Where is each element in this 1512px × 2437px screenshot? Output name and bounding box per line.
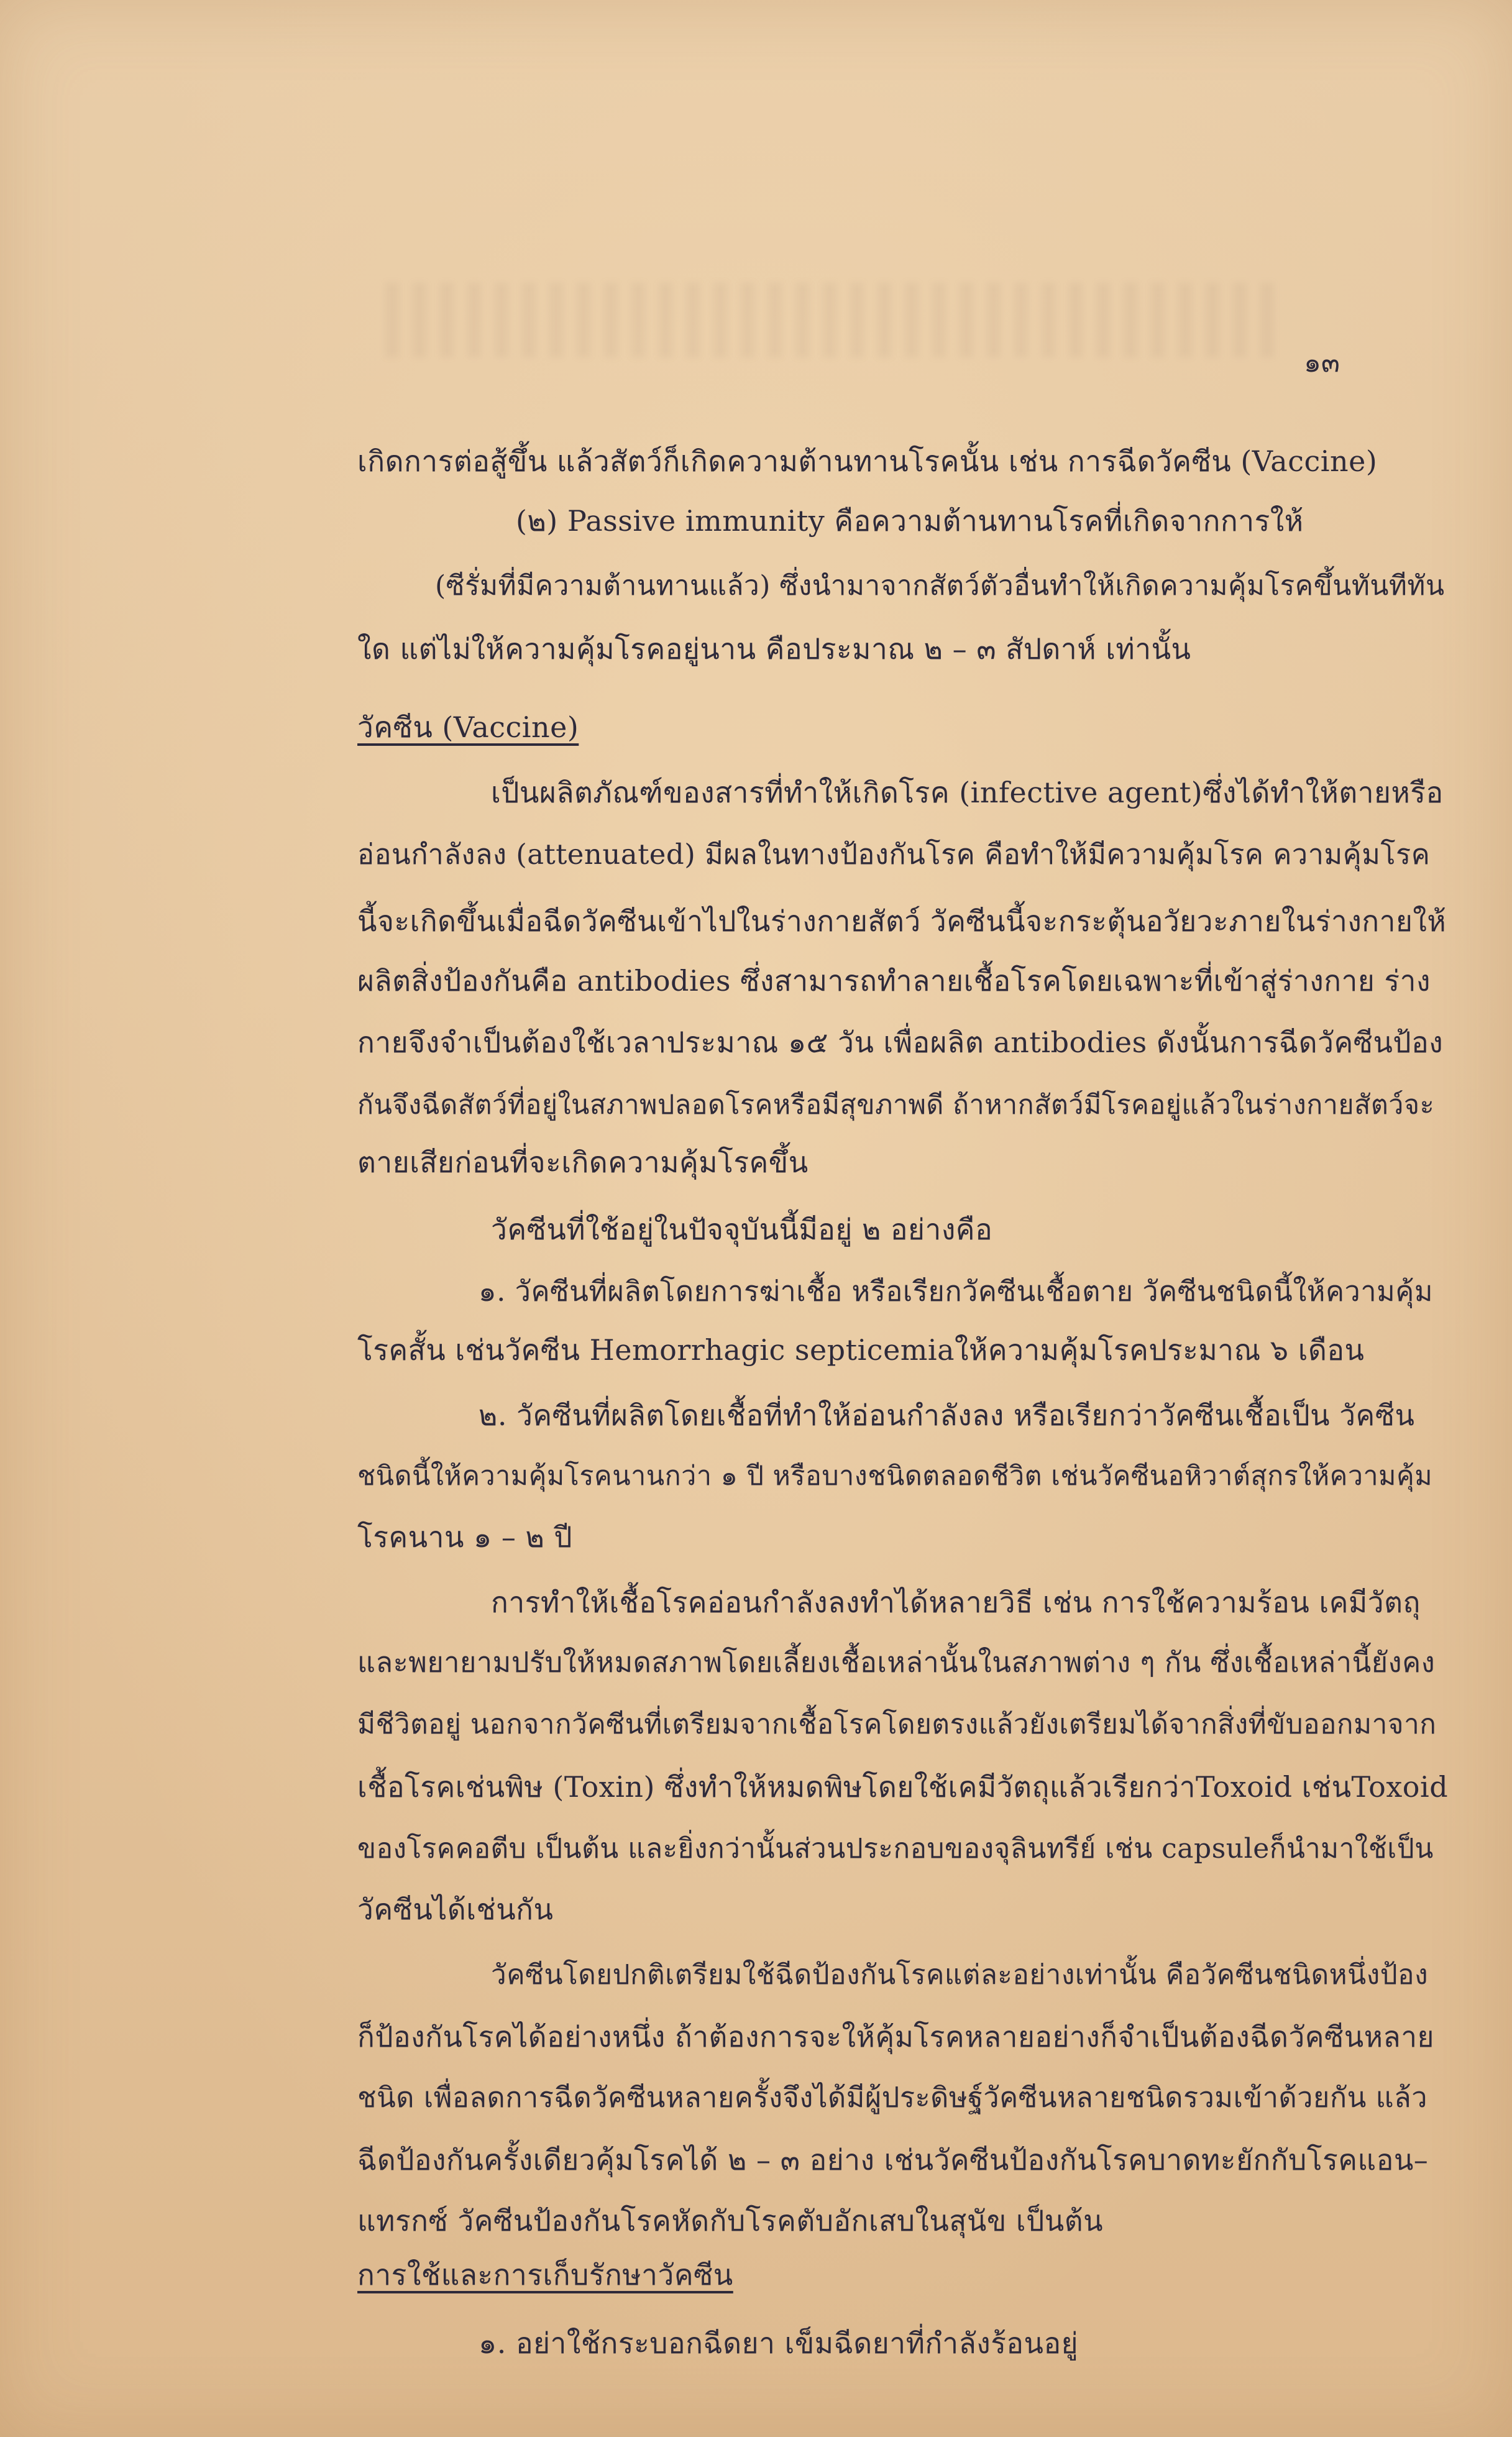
text-line: เชื้อโรคเช่นพิษ (Toxin) ซึ่งทำให้หมดพิษโดยใช้เคมีวัตถุแล้วเรียกว่าToxoid เช่นToxoid <box>357 1770 1449 1804</box>
text-line: ก็ป้องกันโรคได้อย่างหนึ่ง ถ้าต้องการจะให้คุ้มโรคหลายอย่างก็จำเป็นต้องฉีดวัคซีนหลาย <box>357 2020 1434 2054</box>
show-through-text <box>385 283 1286 357</box>
text-line: ฉีดป้องกันครั้งเดียวคุ้มโรคได้ ๒ – ๓ อย่าง เช่นวัคซีนป้องกันโรคบาดทะยักกับโรคแอน– <box>357 2143 1429 2177</box>
text-line: ชนิดนี้ให้ความคุ้มโรคนานกว่า ๑ ปี หรือบางชนิดตลอดชีวิต เช่นวัคซีนอหิวาต์สุกรให้ความคุ้ม <box>357 1461 1433 1492</box>
section-heading-usage-storage: การใช้และการเก็บรักษาวัคซีน <box>357 2258 733 2292</box>
text-line: วัคซีนได้เช่นกัน <box>357 1893 554 1926</box>
text-line: อ่อนกำลังลง (attenuated) มีผลในทางป้องกันโรค คือทำให้มีความคุ้มโรค ความคุ้มโรค <box>357 838 1431 871</box>
text-line: ชนิด เพื่อลดการฉีดวัคซีนหลายครั้งจึงได้มีผู้ประดิษฐ์วัคซีนหลายชนิดรวมเข้าด้วยกัน แล้ว <box>357 2081 1428 2114</box>
text-line: กายจึงจำเป็นต้องใช้เวลาประมาณ ๑๕ วัน เพื่อผลิต antibodies ดังนั้นการฉีดวัคซีนป้อง <box>357 1026 1444 1059</box>
text-line: เป็นผลิตภัณฑ์ของสารที่ทำให้เกิดโรค (infective agent)ซึ่งได้ทำให้ตายหรือ <box>491 776 1444 809</box>
page-number: ๑๓ <box>1304 347 1340 379</box>
text-line: ใด แต่ไม่ให้ความคุ้มโรคอยู่นาน คือประมาณ ๒ – ๓ สัปดาห์ เท่านั้น <box>357 632 1191 666</box>
text-line: ตายเสียก่อนที่จะเกิดความคุ้มโรคขึ้น <box>357 1145 809 1179</box>
text-line: นี้จะเกิดขึ้นเมื่อฉีดวัคซีนเข้าไปในร่างกายสัตว์ วัคซีนนี้จะกระตุ้นอวัยวะภายในร่างกายให้ <box>357 904 1447 938</box>
section-heading-vaccine: วัคซีน (Vaccine) <box>357 710 579 744</box>
text-line: ผลิตสิ่งป้องกันคือ antibodies ซึ่งสามารถทำลายเชื้อโรคโดยเฉพาะที่เข้าสู่ร่างกาย ร่าง <box>357 964 1431 998</box>
text-line: วัคซีนที่ใช้อยู่ในปัจจุบันนี้มีอยู่ ๒ อย่างคือ <box>491 1213 993 1246</box>
list-item: ๑. วัคซีนที่ผลิตโดยการฆ่าเชื้อ หรือเรียกวัคซีนเชื้อตาย วัคซีนชนิดนี้ให้ความคุ้ม <box>479 1275 1434 1308</box>
text-line: โรคนาน ๑ – ๒ ปี <box>357 1520 573 1554</box>
text-line: กันจึงฉีดสัตว์ที่อยู่ในสภาพปลอดโรคหรือมีสุขภาพดี ถ้าหากสัตว์มีโรคอยู่แล้วในร่างกายสัตว์จะ <box>357 1090 1435 1121</box>
text-line: วัคซีนโดยปกติเตรียมใช้ฉีดป้องกันโรคแต่ละอย่างเท่านั้น คือวัคซีนชนิดหนึ่งป้อง <box>491 1959 1429 1991</box>
text-line: มีชีวิตอยู่ นอกจากวัคซีนที่เตรียมจากเชื้อโรคโดยตรงแล้วยังเตรียมได้จากสิ่งที่ขับออกมาจาก <box>357 1709 1437 1740</box>
text-line: ของโรคคอตีบ เป็นต้น และยิ่งกว่านั้นส่วนประกอบของจุลินทรีย์ เช่น capsuleก็นำมาใช้เป็น <box>357 1833 1434 1865</box>
text-line: (๒) Passive immunity คือความต้านทานโรคที่เกิดจากการให้ <box>516 504 1304 538</box>
text-line: และพยายามปรับให้หมดสภาพโดยเลี้ยงเชื้อเหล่านั้นในสภาพต่าง ๆ กัน ซึ่งเชื้อเหล่านี้ยังคง <box>357 1646 1436 1679</box>
list-item: ๒. วัคซีนที่ผลิตโดยเชื้อที่ทำให้อ่อนกำลังลง หรือเรียกว่าวัคซีนเชื้อเป็น วัคซีน <box>479 1398 1415 1432</box>
text-line: (ซีรั่มที่มีความต้านทานแล้ว) ซึ่งนำมาจากสัตว์ตัวอื่นทำให้เกิดความคุ้มโรคขึ้นทันทีทัน <box>435 570 1445 602</box>
text-line: โรคสั้น เช่นวัคซีน Hemorrhagic septicemiaให้ความคุ้มโรคประมาณ ๖ เดือน <box>357 1333 1365 1367</box>
text-line: เกิดการต่อสู้ขึ้น แล้วสัตว์ก็เกิดความต้านทานโรคนั้น เช่น การฉีดวัคซีน (Vaccine) <box>357 444 1378 478</box>
text-line: แทรกซ์ วัคซีนป้องกันโรคหัดกับโรคตับอักเสบในสุนัข เป็นต้น <box>357 2204 1104 2237</box>
list-item: ๑. อย่าใช้กระบอกฉีดยา เข็มฉีดยาที่กำลังร้อนอยู่ <box>479 2326 1079 2360</box>
text-line: การทำให้เชื้อโรคอ่อนกำลังลงทำได้หลายวิธี เช่น การใช้ความร้อน เคมีวัตถุ <box>491 1586 1421 1619</box>
